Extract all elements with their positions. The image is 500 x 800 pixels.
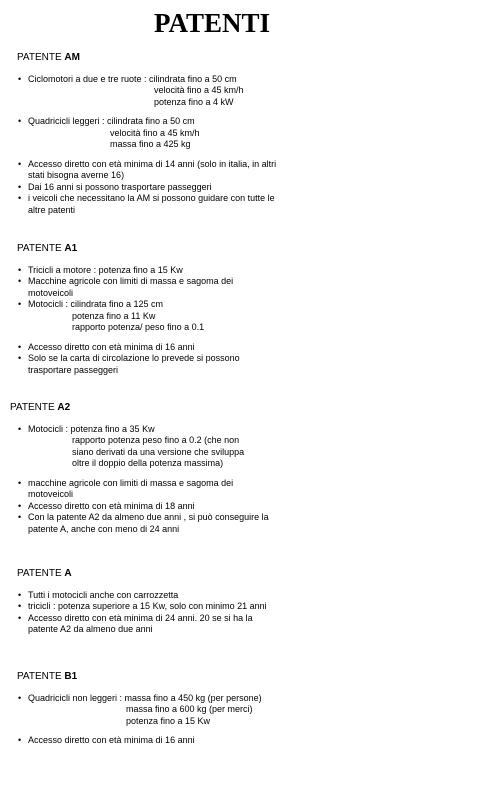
bullet-list xyxy=(17,74,277,217)
list-item xyxy=(17,693,297,728)
license-code: AM xyxy=(64,52,80,63)
item-text: Motocicli : potenza fino a 35 Kw xyxy=(28,423,155,434)
license-code: A xyxy=(64,568,72,579)
item-continuation: potenza fino a 15 Kw xyxy=(126,715,211,726)
item-continuation: rapporto potenza/ peso fino a 0.1 xyxy=(72,322,205,332)
item-continuation: rapporto potenza peso fino a 0.2 (che non siano derivati da una versione che sviluppa oltre il doppio della potenza massima) xyxy=(72,435,245,468)
item-continuation: potenza fino a 4 kW xyxy=(154,96,234,107)
list-item: • Tutti i motocicli anche con carrozzetta xyxy=(17,590,277,602)
list-item: • i veicoli che necessitano la AM si possono guidare con tutte le altre patenti xyxy=(17,193,277,216)
list-item: • Accesso diretto con età minima di 24 anni. 20 se si ha la patente A2 da almeno due anni xyxy=(17,613,277,636)
list-item: • Macchine agricole con limiti di massa e sagoma dei motoveicoli xyxy=(17,276,277,299)
heading-prefix: PATENTE xyxy=(17,568,65,579)
section-heading xyxy=(17,568,277,580)
section-patente-a2 xyxy=(10,402,278,535)
heading-prefix: PATENTE xyxy=(17,243,65,254)
list-item xyxy=(17,116,277,151)
list-item: • Tricicli a motore : potenza fino a 15 Kw xyxy=(17,265,277,277)
list-item: • Con la patente A2 da almeno due anni , si può conseguire la patente A, anche con meno di 24 anni xyxy=(17,512,278,535)
list-item: • Accesso diretto con età minima di 18 anni xyxy=(17,501,278,513)
list-item: • tricicli : potenza superiore a 15 Kw, solo con minimo 21 anni xyxy=(17,601,277,613)
bullet-list xyxy=(17,693,297,747)
list-item xyxy=(17,424,278,470)
bullet-list xyxy=(17,590,277,636)
item-text: Quadricicli non leggeri : massa fino a 450 kg (per persone) xyxy=(28,692,262,703)
item-text: Quadricicli leggeri : cilindrata fino a 50 cm xyxy=(28,116,195,126)
item-continuation: velocità fino a 45 km/h xyxy=(154,85,244,95)
section-patente-b1 xyxy=(17,671,297,747)
list-item: • Accesso diretto con età minima di 16 anni xyxy=(17,342,277,354)
section-heading xyxy=(10,402,278,414)
item-text: Ciclomotori a due e tre ruote : cilindrata fino a 50 cm xyxy=(28,73,237,84)
license-code: B1 xyxy=(64,671,78,682)
section-patente-am xyxy=(17,52,277,216)
license-code: A2 xyxy=(57,402,71,413)
list-item: • macchine agricole con limiti di massa e sagoma dei motoveicoli xyxy=(17,478,278,501)
list-item xyxy=(17,74,277,109)
item-continuation: potenza fino a 11 Kw xyxy=(72,310,156,321)
list-item: • Dai 16 anni si possono trasportare passeggeri xyxy=(17,182,277,194)
license-code: A1 xyxy=(64,243,78,254)
bullet-list xyxy=(17,265,277,377)
section-heading xyxy=(17,243,277,255)
list-item xyxy=(17,299,277,334)
page-title: PATENTI xyxy=(153,8,270,38)
item-continuation: massa fino a 600 kg (per merci) xyxy=(126,704,253,714)
bullet-list xyxy=(10,424,278,536)
heading-prefix: PATENTE xyxy=(10,402,58,413)
item-text: Motocicli : cilindrata fino a 125 cm xyxy=(28,299,164,309)
item-continuation: velocità fino a 45 km/h xyxy=(110,127,200,138)
item-continuation: massa fino a 425 kg xyxy=(110,139,191,149)
list-item: • Solo se la carta di circolazione lo prevede si possono trasportare passeggeri xyxy=(17,353,277,376)
section-patente-a xyxy=(17,568,277,636)
heading-prefix: PATENTE xyxy=(17,52,65,63)
section-patente-a1 xyxy=(17,243,277,376)
list-item: • Accesso diretto con età minima di 16 anni xyxy=(17,735,297,747)
list-item: • Accesso diretto con età minima di 14 anni (solo in italia, in altri stati bisogna averne 16) xyxy=(17,159,277,182)
heading-prefix: PATENTE xyxy=(17,671,65,682)
section-heading xyxy=(17,671,297,683)
section-heading xyxy=(17,52,277,64)
